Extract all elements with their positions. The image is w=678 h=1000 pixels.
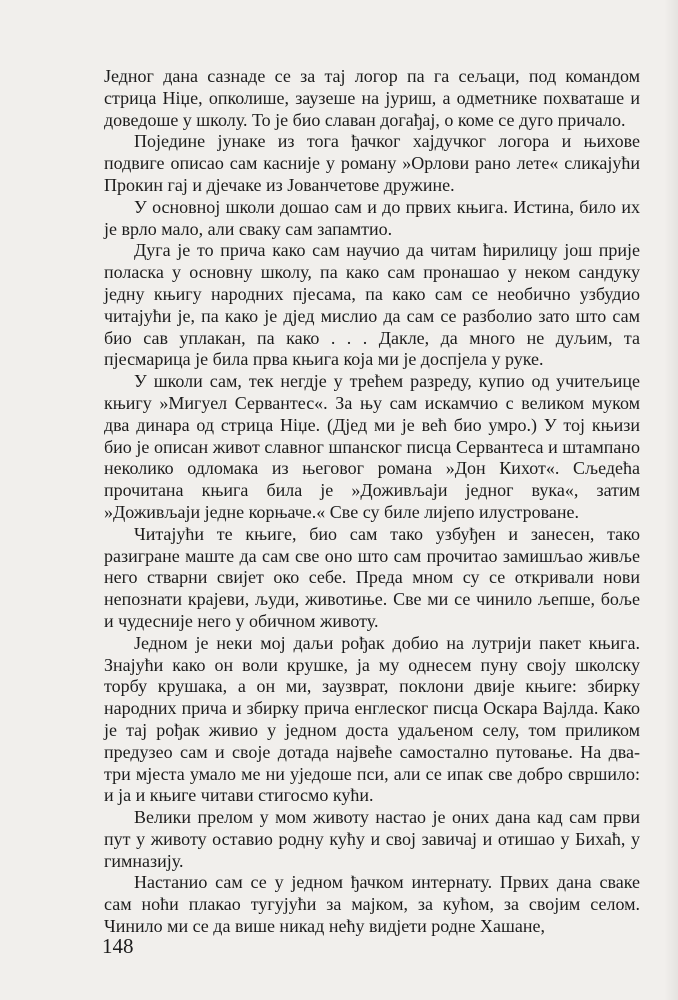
paragraph-8: Велики прелом у мом животу настао је оних дана кад сам први пут у животу оставио родну кућу и свој завичај и отишао у Бихаћ, у гимназију. [104, 807, 640, 871]
body-text [104, 66, 640, 938]
paragraph-2: Поједине јунаке из тога ђачког хајдучког логора и њихове подвиге описао сам касније у роману »Орлови рано лете« сликајући Прокин гај и дјечаке из Јованчетове дружине. [104, 131, 640, 195]
paragraph-5: У школи сам, тек негдје у трећем разреду, купио од учитељице књигу »Мигуел Сервантес«. За њу сам искамчио с великом муком два динара од стрица Нiџe. (Дјед ми је већ био умро.) У тој књизи био је описан живот славног шпанског писца Сервантеса и штампано неколико одломака из његовог романа »Дон Кихот«. Сљедећа прочитана књига била је »Доживљаји једног вука«, затим »Доживљаји једне корњаче.« Све су биле лијепо илустроване. [104, 371, 640, 522]
paragraph-1: Једног дана сазнаде се за тај логор па га сељаци, под командом стрица Нiџe, опколише, заузеше на јуриш, а одметнике похваташе и доведоше у школу. То је био славан догађај, о коме се дуго причало. [104, 66, 640, 130]
page-number: 148 [102, 934, 134, 958]
paragraph-3: У основној школи дошао сам и до првих књига. Истина, било их је врло мало, али сваку сам запамтио. [104, 196, 640, 239]
page-edge-shadow [664, 0, 678, 1000]
paragraph-6: Читајући те књиге, био сам тако узбуђен и занесен, тако разигране маште да сам све оно што сам прочитао замишљао живље него стварни свијет око себе. Преда мном су се откривали нови непознати крајеви, људи, животиње. Све ми се чинило љепше, боље и чудесније него у обичном животу. [104, 523, 640, 631]
paragraph-7: Једном је неки мој даљи рођак добио на лутрији пакет књига. Знајући како он воли крушке, ја му однесем пуну своју школску торбу крушака, а он ми, заузврат, поклони двије књиге: збирку народних прича и збирку прича енглеског писца Оскара Вајлда. Како је тај рођак живио у једном доста удаљеном селу, том приликом предузео сам и своје дотада највеће самостално путовање. На два-три мјеста умало ме ни уједоше пси, али се ипак све добро свршило: и ја и књиге читави стигосмо кући. [104, 632, 640, 806]
paragraph-4: Дуга је то прича како сам научио да читам ћирилицу још прије поласка у основну школу, па како сам пронашао у неком сандуку једну књигу народних пјесама, па како сам се необично узбудио читајући је, па како је дјед мислио да сам се разболио зато што сам био сав уплакан, па како . . . Дакле, да много не дуљим, та пјесмарица је била прва књига која ми је доспјела у руке. [104, 240, 640, 370]
paragraph-9: Настанио сам се у једном ђачком интернату. Првих дана сваке сам ноћи плакао тугујући за мајком, за кућом, за својим селом. Чинило ми се да више никад нећу видјети родне Хашане, [104, 872, 640, 937]
